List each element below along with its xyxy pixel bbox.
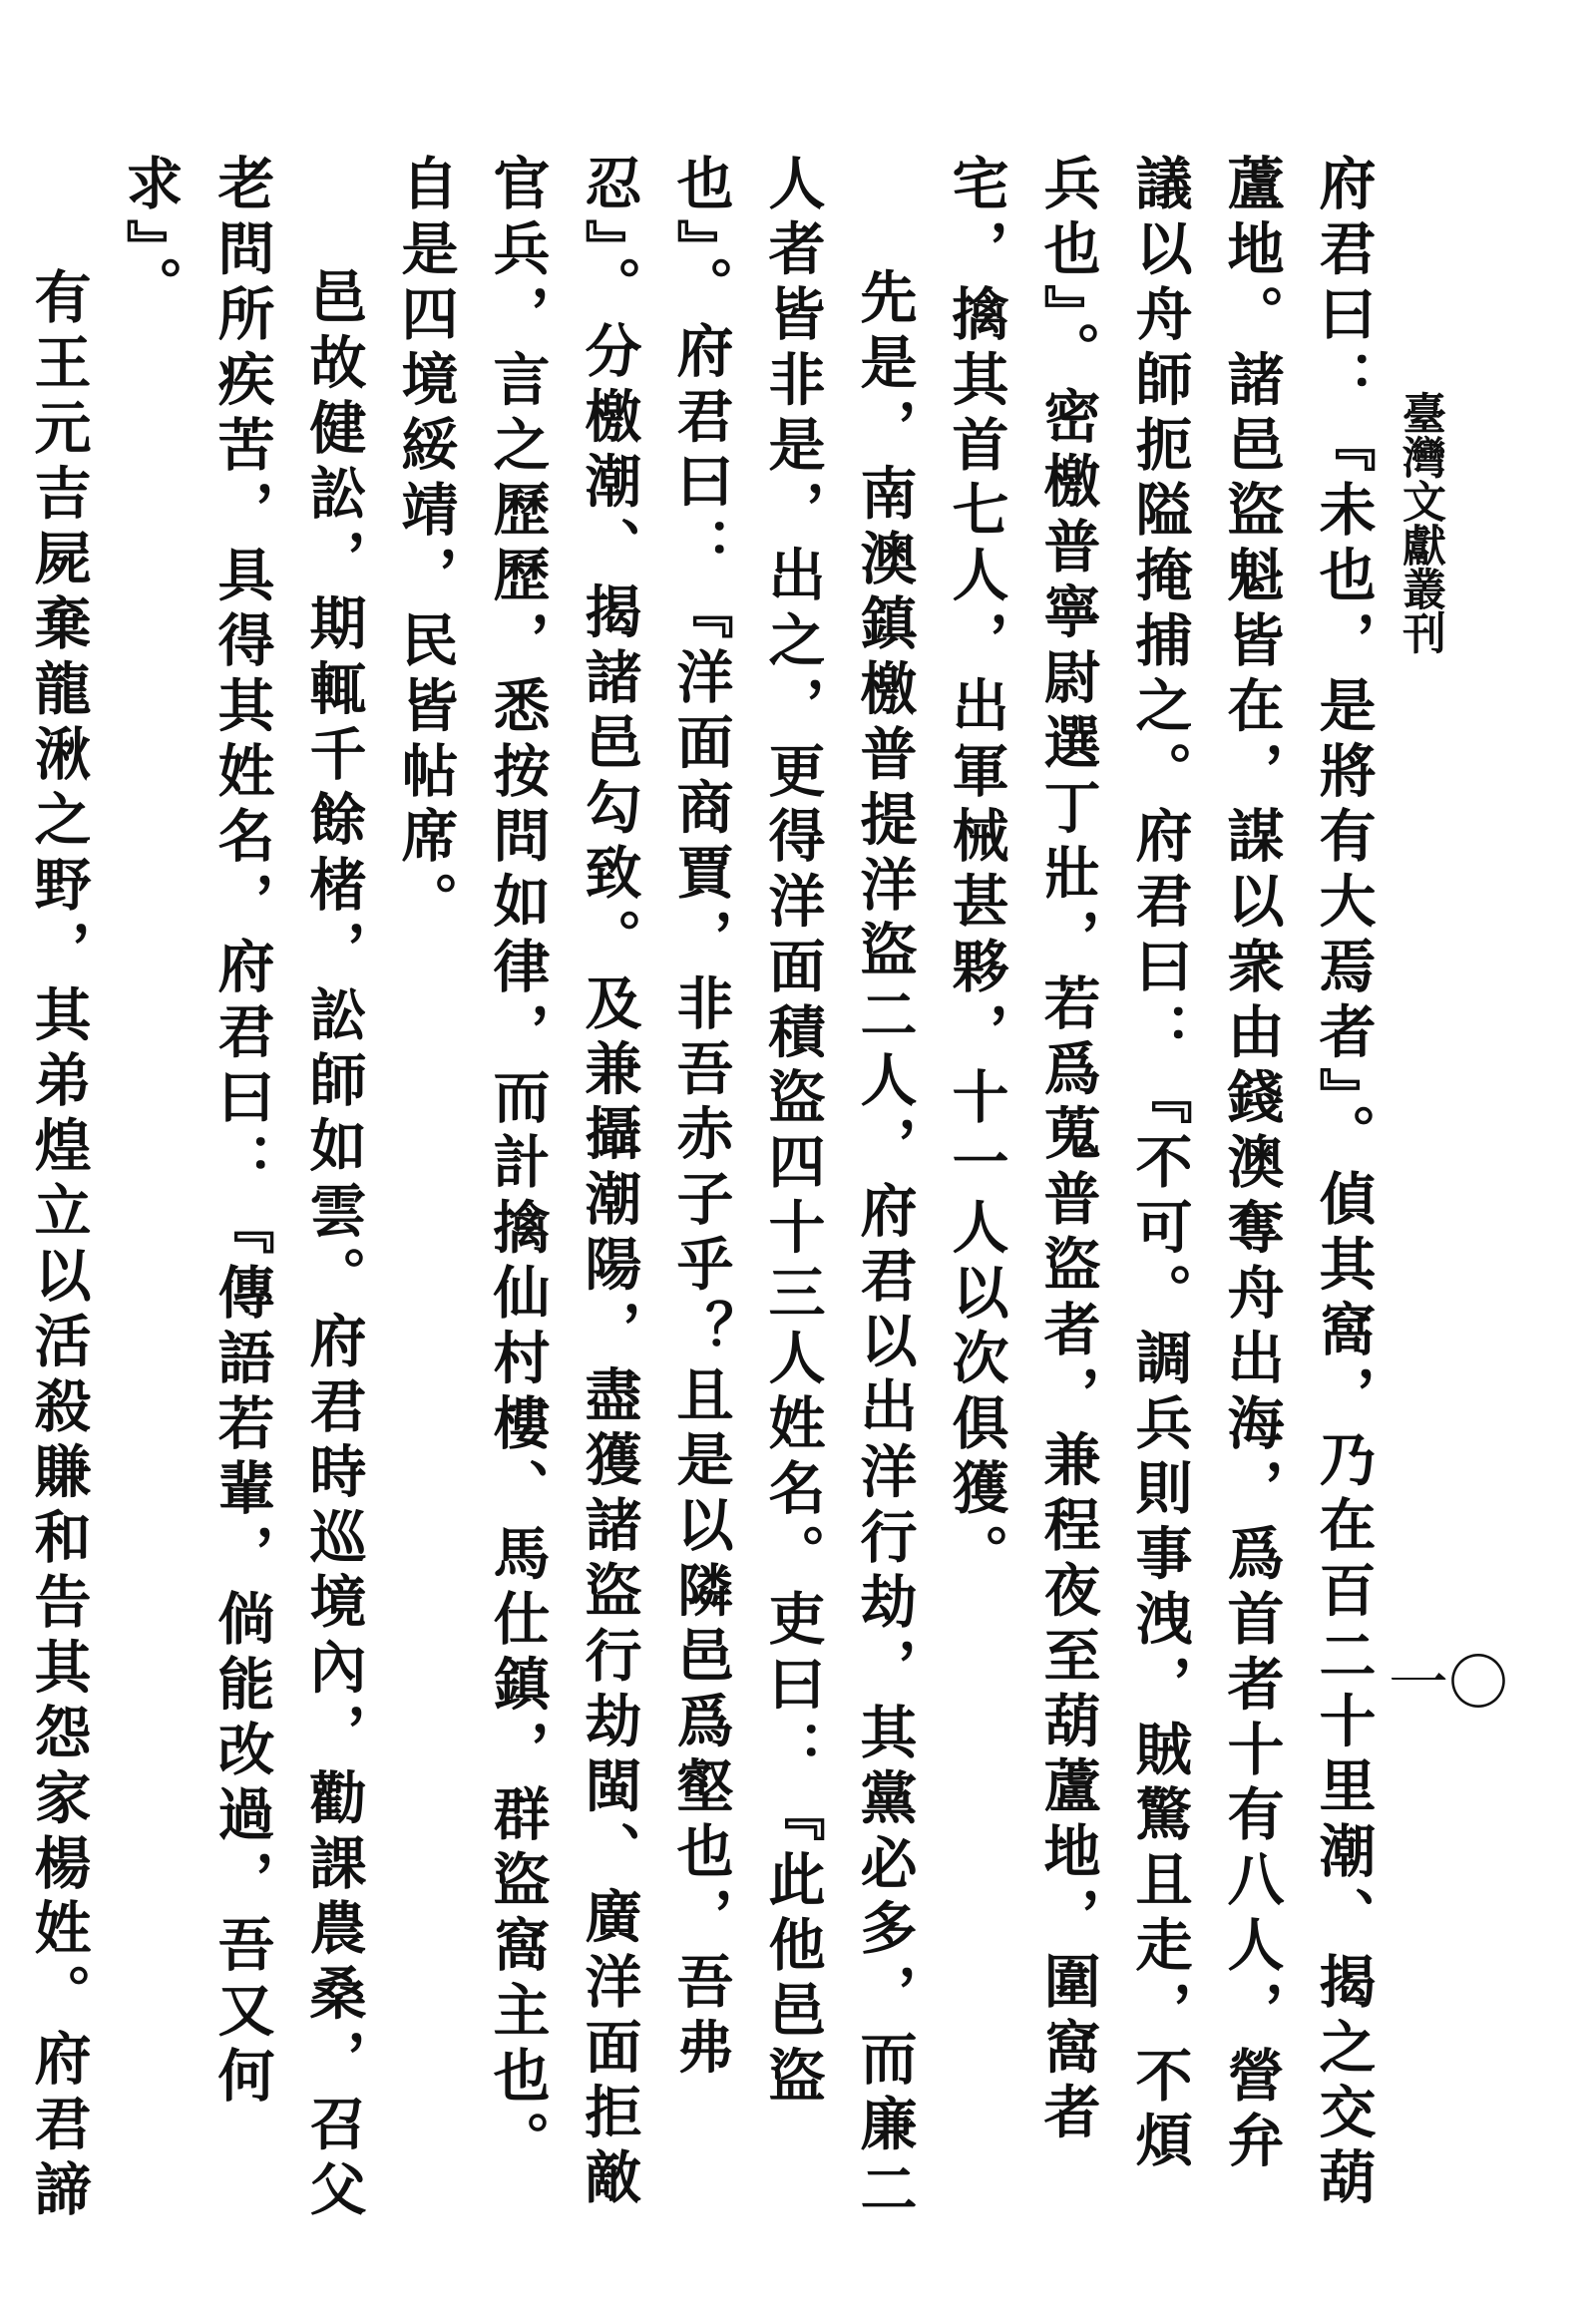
paragraph-4: 有王元吉屍棄龍湫之野，其弟煌立以活殺賺和告其怨家楊姓。府君諦: [25, 267, 92, 2224]
paragraph-2: 先是，南澳鎮檄普提洋盜二人，府君以出洋行劫，其黨必多，而廉二人者皆非是，出之，更得洋面積盜四十三人姓名。吏曰：『此他邑盜也』。府君曰：『洋面商賈，非吾赤子乎？且是以隣邑爲壑也，吾弗忍』。分檄潮、揭諸邑勾致。及兼攝潮陽，盡獲諸盜行劫閩、廣洋面拒敵官兵，言之歷歷，悉按問如律，而計擒仙村樓、馬仕鎮，群盜窩主也。自是四境綏靖，民皆帖席。: [392, 154, 918, 2224]
paragraph-3: 邑故健訟，期輒千餘楮，訟師如雲。府君時巡境內，勸課農桑，召父老問所疾苦，具得其姓名，府君曰：『傳語若輩，倘能改過，吾又何求』。: [117, 154, 367, 2224]
running-header-title: 臺灣文獻叢刊: [1395, 391, 1445, 654]
paragraph-1: 府君曰：『未也，是將有大焉者』。偵其窩，乃在百二十里潮、揭之交葫蘆地。諸邑盜魁皆在，謀以衆由錢澳奪舟出海，爲首者十有八人，營弁議以舟師扼隘掩捕之。府君曰：『不可。調兵則事洩，賊驚且走，不煩兵也』。密檄普寧尉選丁壯，若爲蒐普盜者，兼程夜至葫蘆地，圍窩者宅，擒其首七人，出軍械甚夥，十一人以次俱獲。: [943, 154, 1377, 2213]
page-number: 一〇: [1389, 1649, 1508, 1719]
body-text: [25, 154, 1389, 2228]
